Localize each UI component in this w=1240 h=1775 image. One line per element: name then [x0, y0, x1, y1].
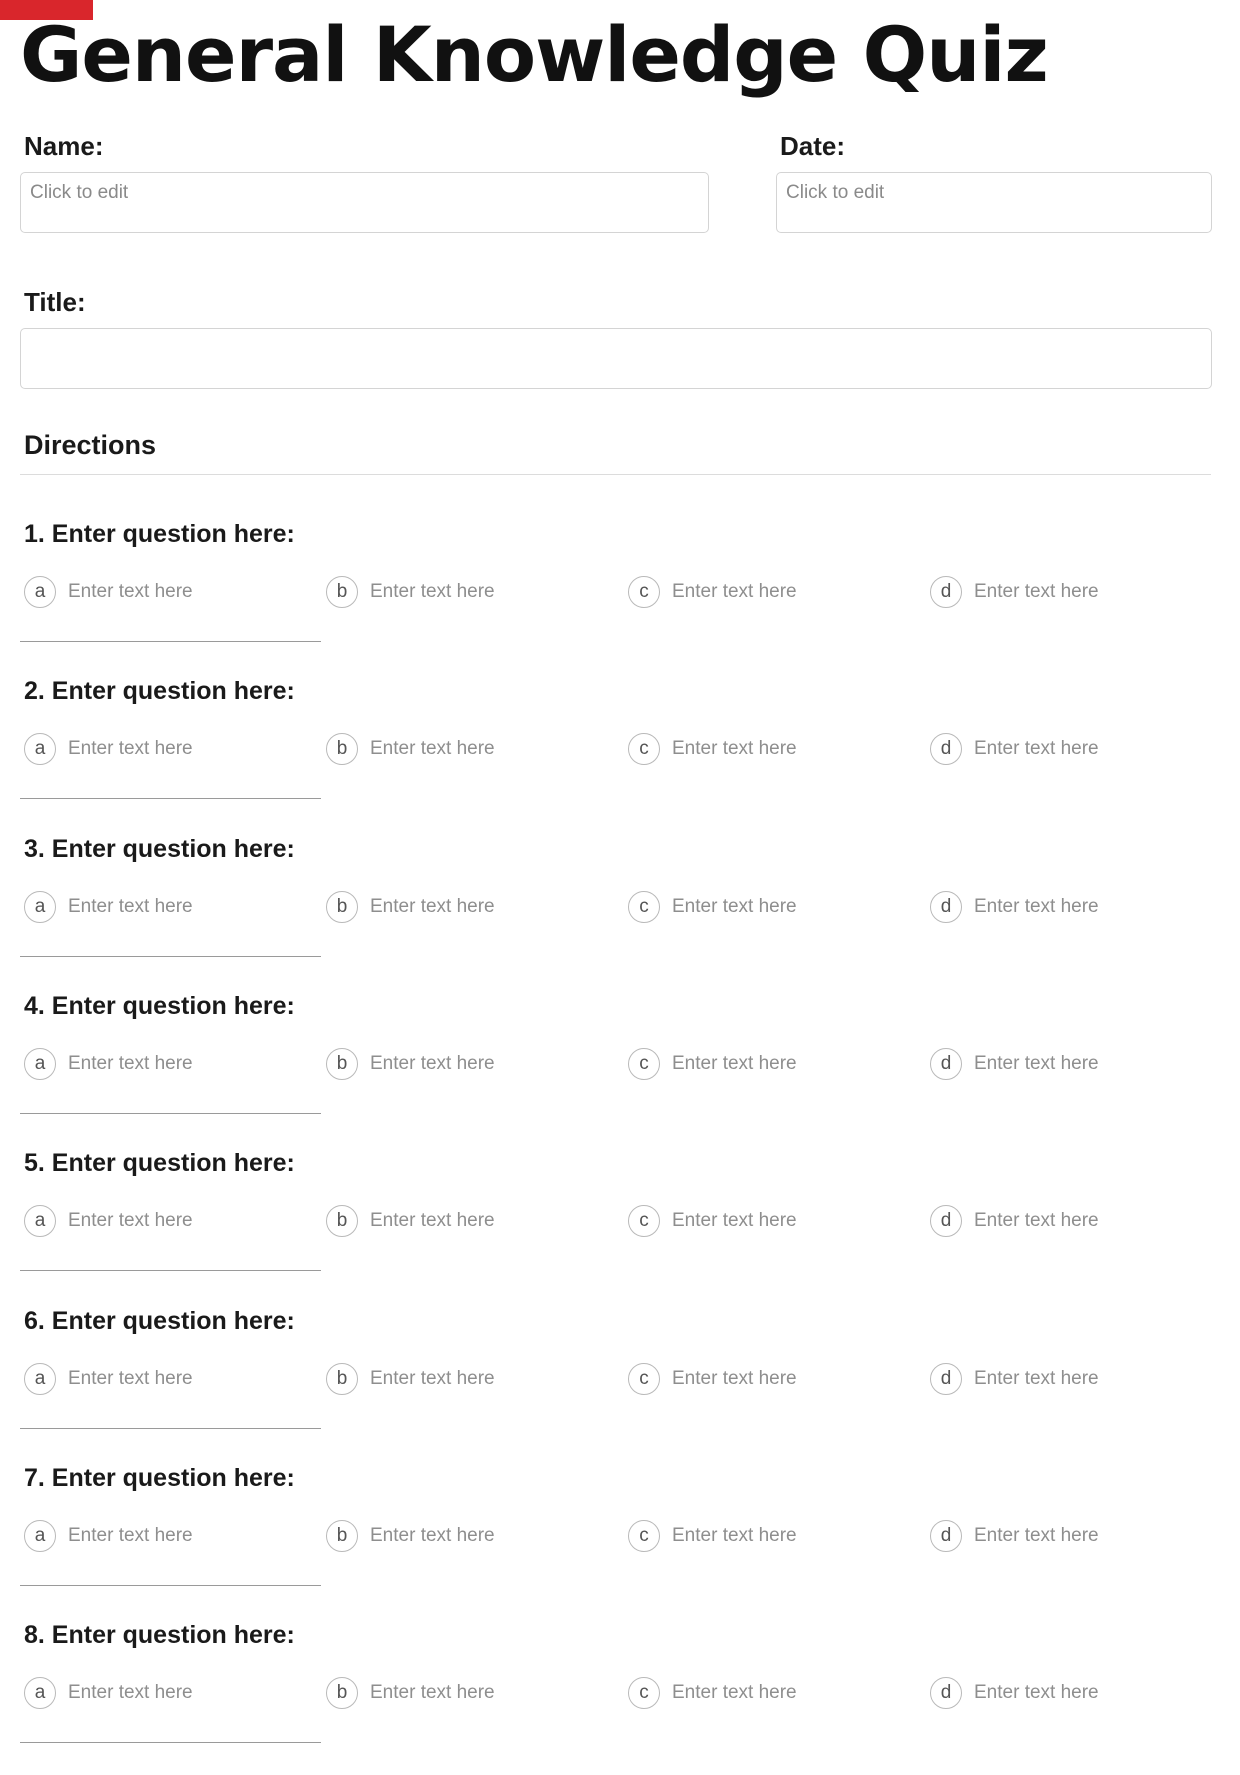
option-letter-badge[interactable]: d	[930, 733, 962, 765]
option-text-field[interactable]: Enter text here	[974, 581, 1099, 602]
option-letter-badge[interactable]: b	[326, 1677, 358, 1709]
option-text-field[interactable]: Enter text here	[68, 1525, 193, 1546]
option-d[interactable]	[930, 575, 1099, 609]
option-letter-badge[interactable]: d	[930, 1520, 962, 1552]
answer-line	[20, 1428, 321, 1429]
option-letter-badge[interactable]: b	[326, 1048, 358, 1080]
option-b[interactable]	[326, 1676, 495, 1710]
option-letter-badge[interactable]: d	[930, 576, 962, 608]
option-letter-badge[interactable]: c	[628, 733, 660, 765]
option-a[interactable]	[24, 1047, 193, 1081]
option-letter-badge[interactable]: b	[326, 1520, 358, 1552]
option-letter-badge[interactable]: b	[326, 891, 358, 923]
option-a[interactable]	[24, 1676, 193, 1710]
option-letter-badge[interactable]: b	[326, 1363, 358, 1395]
option-letter-badge[interactable]: b	[326, 733, 358, 765]
option-text-field[interactable]: Enter text here	[672, 896, 797, 917]
option-text-field[interactable]: Enter text here	[672, 1682, 797, 1703]
option-text-field[interactable]: Enter text here	[672, 1525, 797, 1546]
question-title[interactable]: 2. Enter question here:	[24, 677, 295, 705]
answer-line	[20, 641, 321, 642]
option-text-field[interactable]: Enter text here	[370, 1053, 495, 1074]
option-text-field[interactable]: Enter text here	[68, 1053, 193, 1074]
page-title: General Knowledge Quiz	[20, 10, 1048, 99]
question-4	[20, 991, 1211, 1146]
question-6	[20, 1306, 1211, 1461]
question-title[interactable]: 7. Enter question here:	[24, 1464, 295, 1492]
option-d[interactable]	[930, 1047, 1099, 1081]
option-d[interactable]	[930, 1362, 1099, 1396]
answer-line	[20, 1585, 321, 1586]
answer-options	[24, 1047, 1211, 1081]
option-letter-badge[interactable]: c	[628, 1677, 660, 1709]
option-letter-badge[interactable]: b	[326, 1205, 358, 1237]
option-text-field[interactable]: Enter text here	[974, 738, 1099, 759]
question-7	[20, 1463, 1211, 1618]
question-title[interactable]: 5. Enter question here:	[24, 1149, 295, 1177]
option-letter-badge[interactable]: a	[24, 1205, 56, 1237]
option-a[interactable]	[24, 1519, 193, 1553]
option-text-field[interactable]: Enter text here	[370, 1368, 495, 1389]
option-text-field[interactable]: Enter text here	[68, 1682, 193, 1703]
option-letter-badge[interactable]: d	[930, 1048, 962, 1080]
option-b[interactable]	[326, 1362, 495, 1396]
option-letter-badge[interactable]: a	[24, 1363, 56, 1395]
answer-options	[24, 890, 1211, 924]
option-a[interactable]	[24, 1204, 193, 1238]
option-text-field[interactable]: Enter text here	[68, 1210, 193, 1231]
answer-line	[20, 956, 321, 957]
option-text-field[interactable]: Enter text here	[370, 896, 495, 917]
option-text-field[interactable]: Enter text here	[68, 738, 193, 759]
option-d[interactable]	[930, 732, 1099, 766]
question-title[interactable]: 8. Enter question here:	[24, 1621, 295, 1649]
option-text-field[interactable]: Enter text here	[370, 1682, 495, 1703]
answer-options	[24, 575, 1211, 609]
answer-line	[20, 1742, 321, 1743]
option-text-field[interactable]: Enter text here	[974, 1053, 1099, 1074]
option-c[interactable]	[628, 1047, 797, 1081]
option-text-field[interactable]: Enter text here	[370, 1210, 495, 1231]
option-text-field[interactable]: Enter text here	[370, 1525, 495, 1546]
option-text-field[interactable]: Enter text here	[68, 581, 193, 602]
name-label: Name:	[24, 131, 104, 161]
date-label: Date:	[780, 131, 846, 161]
option-b[interactable]	[326, 890, 495, 924]
option-text-field[interactable]: Enter text here	[974, 1210, 1099, 1231]
option-text-field[interactable]: Enter text here	[974, 1368, 1099, 1389]
answer-line	[20, 798, 321, 799]
option-a[interactable]	[24, 732, 193, 766]
option-text-field[interactable]: Enter text here	[672, 738, 797, 759]
question-2	[20, 676, 1211, 831]
option-c[interactable]	[628, 890, 797, 924]
directions-heading: Directions	[24, 430, 157, 460]
question-title[interactable]: 6. Enter question here:	[24, 1307, 295, 1335]
question-title[interactable]: 3. Enter question here:	[24, 835, 295, 863]
answer-options	[24, 1204, 1211, 1238]
option-a[interactable]	[24, 575, 193, 609]
title-field[interactable]	[20, 328, 1212, 389]
option-c[interactable]	[628, 1519, 797, 1553]
option-letter-badge[interactable]: d	[930, 1205, 962, 1237]
option-d[interactable]	[930, 1204, 1099, 1238]
option-d[interactable]	[930, 1676, 1099, 1710]
option-letter-badge[interactable]: d	[930, 1363, 962, 1395]
option-text-field[interactable]: Enter text here	[68, 896, 193, 917]
option-text-field[interactable]: Enter text here	[672, 581, 797, 602]
option-letter-badge[interactable]: a	[24, 1048, 56, 1080]
option-b[interactable]	[326, 732, 495, 766]
option-letter-badge[interactable]: d	[930, 891, 962, 923]
option-d[interactable]	[930, 890, 1099, 924]
option-letter-badge[interactable]: c	[628, 1520, 660, 1552]
name-field[interactable]: Click to edit	[20, 172, 709, 233]
option-text-field[interactable]: Enter text here	[672, 1053, 797, 1074]
title-label: Title:	[24, 287, 86, 317]
option-text-field[interactable]: Enter text here	[672, 1368, 797, 1389]
option-text-field[interactable]: Enter text here	[974, 1682, 1099, 1703]
option-letter-badge[interactable]: b	[326, 576, 358, 608]
option-text-field[interactable]: Enter text here	[672, 1210, 797, 1231]
question-title[interactable]: 4. Enter question here:	[24, 992, 295, 1020]
question-title[interactable]: 1. Enter question here:	[24, 520, 295, 548]
option-letter-badge[interactable]: c	[628, 1363, 660, 1395]
question-5	[20, 1148, 1211, 1303]
option-letter-badge[interactable]: c	[628, 1048, 660, 1080]
option-b[interactable]	[326, 1047, 495, 1081]
answer-options	[24, 732, 1211, 766]
question-1	[20, 519, 1211, 674]
option-c[interactable]	[628, 1676, 797, 1710]
option-text-field[interactable]: Enter text here	[370, 738, 495, 759]
option-letter-badge[interactable]: d	[930, 1677, 962, 1709]
option-letter-badge[interactable]: c	[628, 891, 660, 923]
option-a[interactable]	[24, 890, 193, 924]
option-letter-badge[interactable]: a	[24, 1677, 56, 1709]
option-text-field[interactable]: Enter text here	[68, 1368, 193, 1389]
answer-line	[20, 1113, 321, 1114]
option-letter-badge[interactable]: a	[24, 1520, 56, 1552]
option-c[interactable]	[628, 732, 797, 766]
option-text-field[interactable]: Enter text here	[974, 1525, 1099, 1546]
option-c[interactable]	[628, 1362, 797, 1396]
date-field[interactable]: Click to edit	[776, 172, 1212, 233]
option-a[interactable]	[24, 1362, 193, 1396]
answer-line	[20, 1270, 321, 1271]
option-letter-badge[interactable]: a	[24, 576, 56, 608]
option-c[interactable]	[628, 575, 797, 609]
option-letter-badge[interactable]: a	[24, 891, 56, 923]
option-b[interactable]	[326, 575, 495, 609]
option-letter-badge[interactable]: c	[628, 1205, 660, 1237]
option-letter-badge[interactable]: c	[628, 576, 660, 608]
question-3	[20, 834, 1211, 989]
answer-options	[24, 1519, 1211, 1553]
option-text-field[interactable]: Enter text here	[974, 896, 1099, 917]
answer-options	[24, 1676, 1211, 1710]
option-b[interactable]	[326, 1204, 495, 1238]
option-c[interactable]	[628, 1204, 797, 1238]
option-letter-badge[interactable]: a	[24, 733, 56, 765]
answer-options	[24, 1362, 1211, 1396]
option-b[interactable]	[326, 1519, 495, 1553]
question-8	[20, 1620, 1211, 1775]
directions-divider	[20, 474, 1211, 475]
option-d[interactable]	[930, 1519, 1099, 1553]
option-text-field[interactable]: Enter text here	[370, 581, 495, 602]
